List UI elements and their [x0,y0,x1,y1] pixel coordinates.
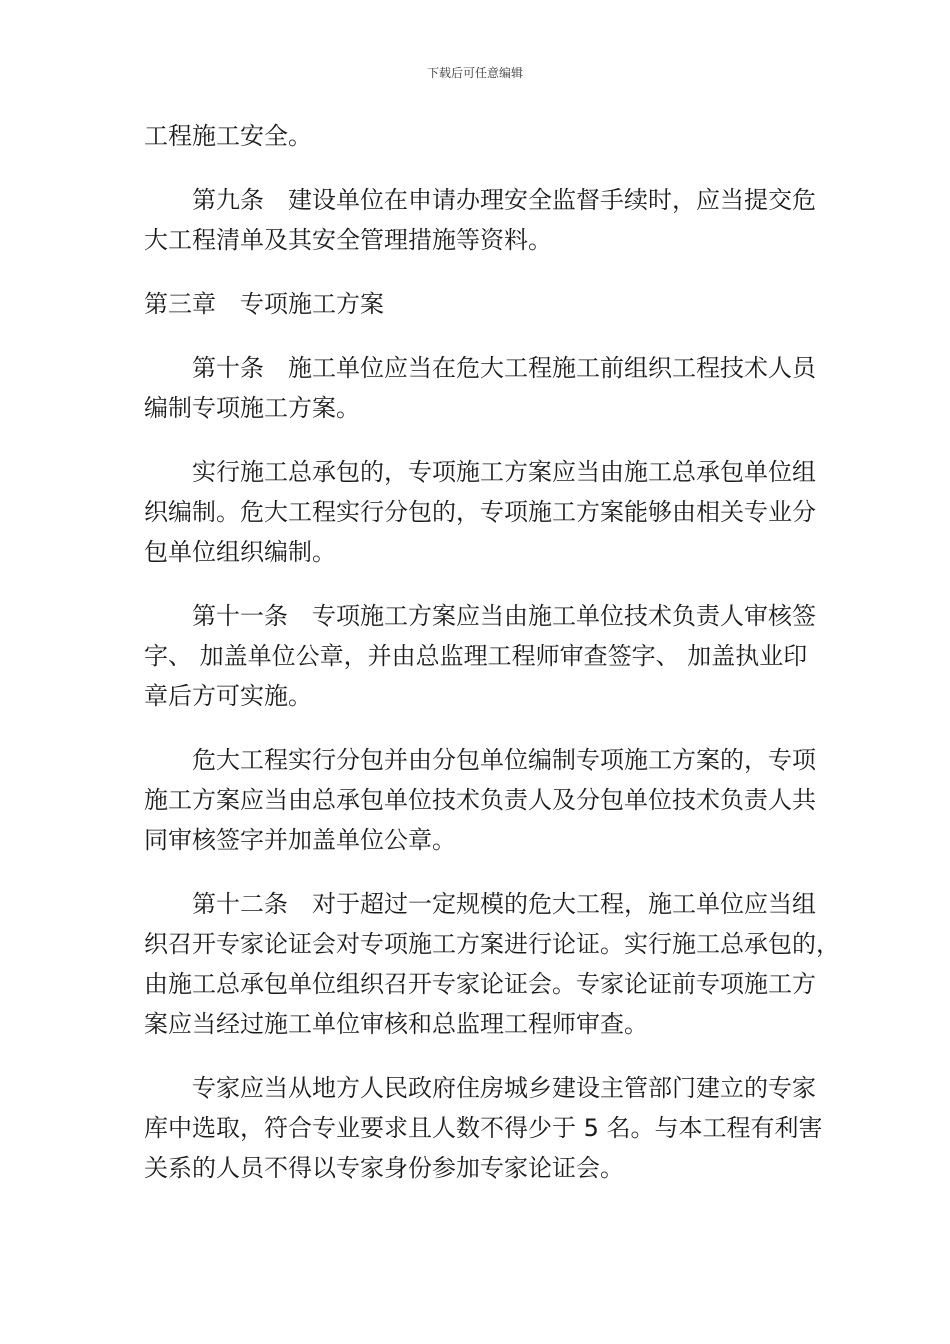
article-9-line-2: 大工程清单及其安全管理措施等资料。 [144,226,552,254]
paragraph-line: 库中选取，符合专业要求且人数不得少于 5 名。与本工程有利害 [144,1114,823,1142]
article-12-line-3: 由施工总承包单位组织召开专家论证会。专家论证前专项施工方 [144,970,816,998]
paragraph-line: 专家应当从地方人民政府住房城乡建设主管部门建立的专家 [192,1074,816,1102]
page-header: 下载后可任意编辑 [426,66,523,80]
paragraph-line: 施工方案应当由总承包单位技术负责人及分包单位技术负责人共 [144,786,816,814]
text-line: 工程施工安全。 [144,122,312,150]
article-10-line-2: 编制专项施工方案。 [144,394,360,422]
document-body [144,116,840,1188]
article-12-line-1: 第十二条 对于超过一定规模的危大工程，施工单位应当组 [192,890,816,918]
article-10-line-1: 第十条 施工单位应当在危大工程施工前组织工程技术人员 [192,354,816,382]
paragraph-line: 实行施工总承包的，专项施工方案应当由施工总承包单位组 [192,458,816,486]
article-12-line-2: 织召开专家论证会对专项施工方案进行论证。实行施工总承包的， [144,930,840,958]
article-9-line-1: 第九条 建设单位在申请办理安全监督手续时，应当提交危 [192,186,816,214]
paragraph-line: 同审核签字并加盖单位公章。 [144,826,456,854]
article-11-line-2: 字、 加盖单位公章，并由总监理工程师审查签字、 加盖执业印 [144,642,808,670]
article-11-line-1: 第十一条 专项施工方案应当由施工单位技术负责人审核签 [192,602,816,630]
article-11-line-3: 章后方可实施。 [144,682,312,710]
paragraph-line: 危大工程实行分包并由分包单位编制专项施工方案的，专项 [192,746,816,774]
paragraph-line: 关系的人员不得以专家身份参加专家论证会。 [144,1154,624,1182]
paragraph-line: 包单位组织编制。 [144,538,336,566]
paragraph-line: 织编制。危大工程实行分包的，专项施工方案能够由相关专业分 [144,498,816,526]
article-12-line-4: 案应当经过施工单位审核和总监理工程师审查。 [144,1010,648,1038]
chapter-heading: 第三章 专项施工方案 [144,290,384,318]
